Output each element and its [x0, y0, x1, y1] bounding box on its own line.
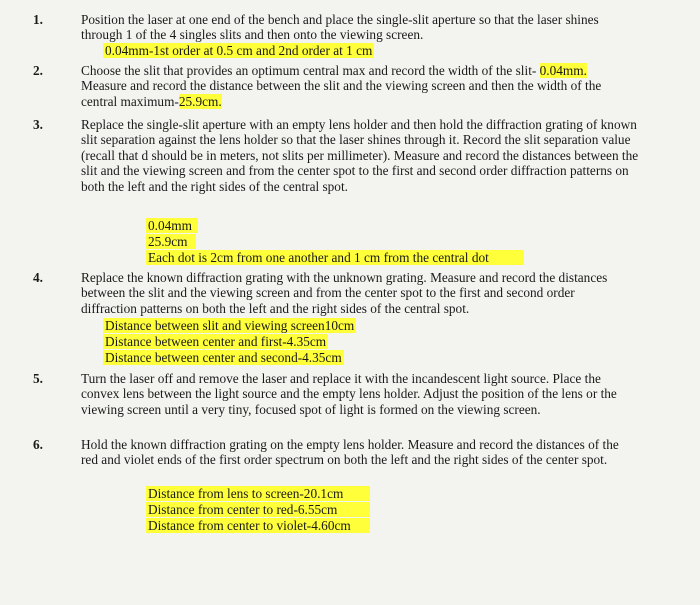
step-text: [81, 63, 631, 109]
step-number: 5.: [33, 371, 43, 386]
step-number: 1.: [33, 12, 43, 27]
step-number: 6.: [33, 437, 43, 452]
step-text: Replace the single-slit aperture with an empty lens holder and then hold the diffraction grating of known slit separation against the lens holder so that the laser shines through it. Record the slit separation value (recall that d should be in meters, not slits per millimeter). Measure and record the distances between the slit and the viewing screen and from the center spot to the first and second order diffraction patterns on both the left and the right sides of the central spot.: [81, 117, 639, 194]
step-6-answer-2: Distance from center to red-6.55cm: [146, 502, 370, 517]
step-number: 2.: [33, 63, 43, 78]
answer-highlight: 0.04mm-1st order at 0.5 cm and 2nd order at 1 cm: [105, 43, 373, 58]
step-3-answer-3: Each dot is 2cm from one another and 1 cm from the central dot: [146, 250, 524, 265]
step-text: Turn the laser off and remove the laser and replace it with the incandescent light source. Place the convex lens between the light source and the empty lens holder. Adjust the position of the lens or the viewing screen until a very tiny, focused spot of light is formed on the viewing screen.: [81, 371, 617, 417]
step-text-b: Measure and record the distance between the slit and the viewing screen and then the width of the central maximum-: [81, 78, 602, 109]
step-text: Position the laser at one end of the bench and place the single-slit aperture so that the laser shines through 1 of the 4 singles slits and then onto the viewing screen.: [81, 12, 599, 43]
step-number: 3.: [33, 117, 43, 132]
step-text: Hold the known diffraction grating on the empty lens holder. Measure and record the distances of the red and violet ends of the first order spectrum on both the left and the right sides of the center spot.: [81, 437, 619, 468]
step-1-answer: [103, 43, 374, 58]
slit-width-highlight: 0.04mm.: [539, 63, 587, 78]
step-4-answer-2: Distance between center and first-4.35cm: [105, 334, 327, 349]
step-3-answer-2: 25.9cm: [146, 234, 196, 249]
step-6-answer-3: Distance from center to violet-4.60cm: [146, 518, 370, 533]
step-text: Replace the known diffraction grating with the unknown grating. Measure and record the distances between the slit and the viewing screen and from the center spot to the first and second order diffraction patterns on both the left and the right sides of the central spot.: [81, 270, 608, 316]
step-text-a: Choose the slit that provides an optimum central max and record the width of the slit-: [81, 63, 537, 78]
step-number: 4.: [33, 270, 43, 285]
step-4-answer-1: Distance between slit and viewing screen10cm: [105, 318, 355, 333]
central-max-highlight: 25.9cm.: [178, 93, 222, 109]
step-4-answer-3: Distance between center and second-4.35cm: [105, 350, 342, 365]
step-3-answer-1: 0.04mm: [146, 218, 198, 233]
step-6-answer-1: Distance from lens to screen-20.1cm: [146, 486, 370, 501]
